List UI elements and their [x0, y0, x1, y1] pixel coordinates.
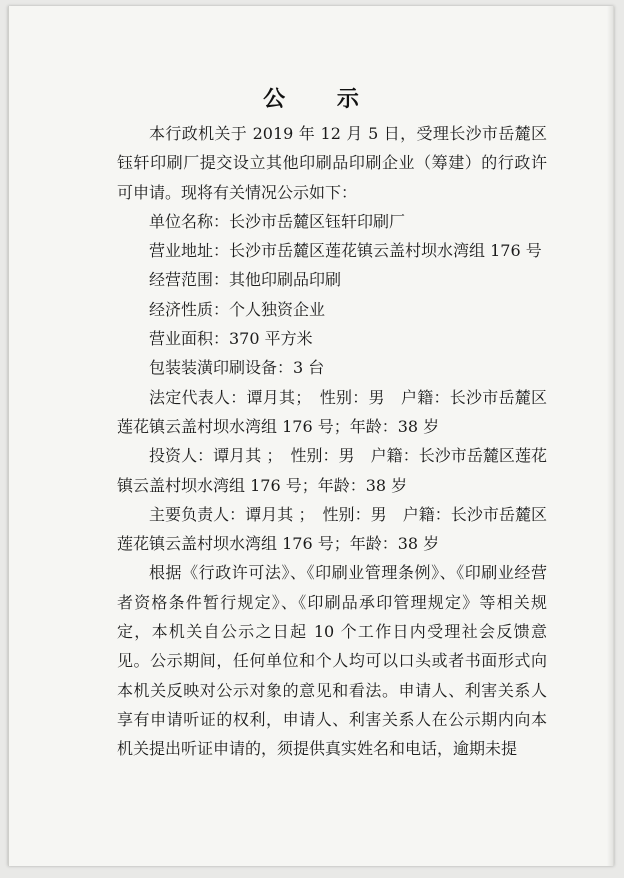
closing-paragraph: 根据《行政许可法》、《印刷业管理条例》、《印刷业经营者资格条件暂行规定》、《印刷品承印管理规定》等相关规定，本机关自公示之日起 10 个工作日内受理社会反馈意见。公示期间，任何单位和个人均可以口头或者书面形式向本机关反映对公示对象的意见和看法。申请人、利害关系人享有申请听证的权利，申请人、利害关系人在公示期内向本机关提出听证申请的，须提供真实姓名和电话，逾期未提 — [117, 563, 547, 759]
document-title: 公 示 — [263, 86, 381, 112]
person-investor: 投资人：谭月其 ； 性别：男 户籍：长沙市岳麓区莲花镇云盖村坝水湾组 176 号；年龄：38 岁 — [117, 446, 547, 495]
person-legal-representative: 法定代表人：谭月其； 性别：男 户籍：长沙市岳麓区莲花镇云盖村坝水湾组 176 号；年龄：38 岁 — [117, 387, 547, 436]
field-business-scope: 经营范围：其他印刷品印刷 — [149, 270, 342, 290]
field-unit-name: 单位名称：长沙市岳麓区钰轩印刷厂 — [149, 211, 406, 231]
intro-paragraph: 本行政机关于 2019 年 12 月 5 日，受理长沙市岳麓区钰轩印刷厂提交设立其他印刷品印刷企业（筹建）的行政许可申请。现将有关情况公示如下： — [117, 124, 547, 202]
field-printing-equipment: 包装装潢印刷设备：3 台 — [149, 358, 325, 378]
field-economic-nature: 经济性质：个人独资企业 — [149, 299, 326, 319]
document-body — [117, 119, 547, 764]
field-business-area: 营业面积：370 平方米 — [149, 329, 313, 349]
person-principal: 主要负责人：谭月其 ； 性别：男 户籍：长沙市岳麓区莲花镇云盖村坝水湾组 176 号；年龄：38 岁 — [117, 504, 547, 554]
document-page — [8, 6, 614, 866]
field-business-address: 营业地址：长沙市岳麓区莲花镇云盖村坝水湾组 176 号 — [149, 241, 542, 261]
